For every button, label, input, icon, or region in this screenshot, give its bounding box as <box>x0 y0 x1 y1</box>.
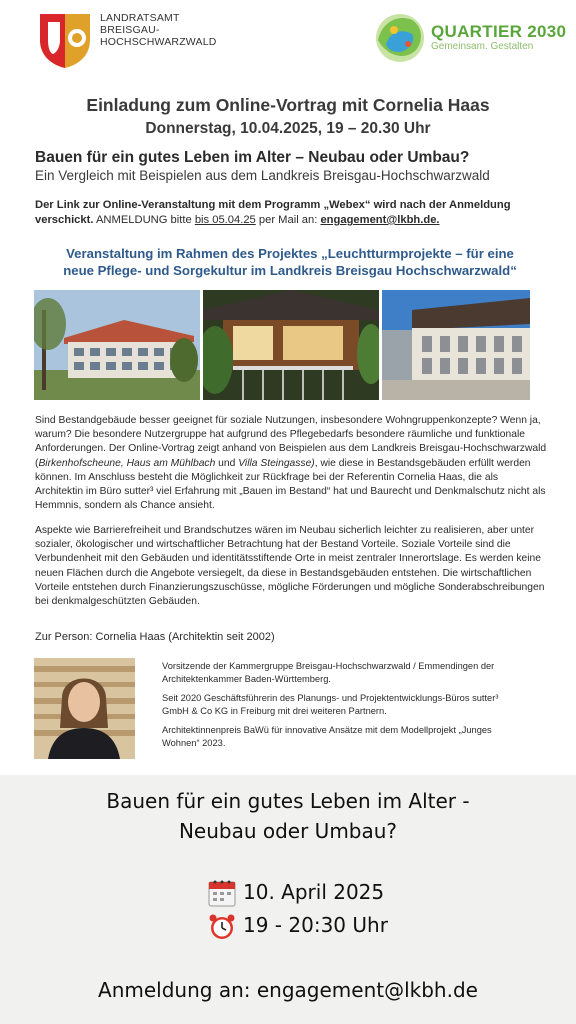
photo-school-building <box>34 290 200 400</box>
registration-info: Der Link zur Online-Veranstaltung mit dem Programm „Webex“ wird nach der Anmeldung verschickt. ANMELDUNG bitte bis 05.04.25 per Mail an: engagement@lkbh.de. <box>35 199 511 226</box>
story-title: Bauen für ein gutes Leben im Alter - Neubau oder Umbau? <box>106 789 470 843</box>
flyer-title: Einladung zum Online-Vortrag mit Cornelia Haas <box>86 95 490 115</box>
advantages-paragraph: Aspekte wie Barrierefreiheit und Brandschutzes wären im Neubau sicherlich leichter zu realisieren, aber unter sozialer, ökologischer und wirtschaftlicher Betrachtung hat der Bestand Vorteile. Soziale Vorteile sind die Verbundenheit mit den Gebäuden und identitätsstiftende Orte in meist zentraler Innerortslage. Es werden keine neuen Flächen durch die Angebote versiegelt, da diese in Bestandsgebäuden entstehen. Die wirtschaftlichen Vorteile entstehen durch Finanzierungszuschüsse, mögliche Förderungen und mögliche Sonderabschreibungen bei denkmalgeschützten Gebäuden. <box>35 525 545 608</box>
landratsamt-logo <box>36 10 94 70</box>
intro-paragraph: Sind Bestandgebäude besser geeignet für soziale Nutzungen, insbesondere Wohngruppenkonzepte? Wenn ja, warum? Die besondere Nutzergruppe hat aufgrund des Pflegebedarfs besondere räumliche und funktionale Anforderungen. Der Online-Vortrag zeigt anhand von Beispielen aus dem Landkreis Breisgau-Hochschwarzwald (Birkenhofscheune, Haus am Mühlbach und Villa Steingasse), wie diese in Bestandsgebäuden erfüllt werden können. Im Anschluss besteht die Möglichkeit zur Rückfrage bei der Referentin Cornelia Haas, die als Architektin im Büro sutter³ viel Erfahrung mit „Bauen im Bestand“ hat und Baurecht und Denkmalschutz nicht als Hemmnis, sondern als Chance ansieht. <box>35 415 547 512</box>
bio-2: Seit 2020 Geschäftsführerin des Planungs- und Projektentwicklungs-Büros sutter³ GmbH & Co KG in Freiburg mit drei weiteren Partnern. <box>162 693 499 716</box>
story-date: 10. April 2025 <box>243 880 385 904</box>
portrait-cornelia-haas <box>34 658 135 759</box>
bio-3: Architektinnenpreis BaWü für innovative Ansätze mit dem Modellprojekt „Junges Wohnen“ 2023. <box>162 725 492 748</box>
photo-wooden-house <box>203 290 379 400</box>
story-registration[interactable]: Anmeldung an: engagement@lkbh.de <box>98 978 478 1002</box>
email-link[interactable]: engagement@lkbh.de. <box>320 214 440 226</box>
flyer-subtitle: Bauen für ein gutes Leben im Alter – Neubau oder Umbau? <box>35 149 470 166</box>
photo-villa <box>382 290 530 400</box>
alarm-clock-icon <box>208 913 236 941</box>
calendar-icon <box>207 878 237 908</box>
project-notice: Veranstaltung im Rahmen des Projektes „Leuchtturmprojekte – für eine neue Pflege- und Sorgekultur im Landkreis Breisgau Hochschwarzwald“ <box>63 246 517 278</box>
quartier-title: QUARTIER 2030 <box>431 22 567 41</box>
flyer-date-line: Donnerstag, 10.04.2025, 19 – 20.30 Uhr <box>145 120 431 137</box>
quartier-subtitle: Gemeinsam. Gestalten <box>431 41 534 52</box>
landratsamt-name: LANDRATSAMT BREISGAU- HOCHSCHWARZWALD <box>100 12 217 48</box>
flyer-subtitle-2: Ein Vergleich mit Beispielen aus dem Landkreis Breisgau-Hochschwarzwald <box>35 168 490 183</box>
quartier-logo <box>372 10 428 66</box>
bio-1: Vorsitzende der Kammergruppe Breisgau-Hochschwarzwald / Emmendingen der Architektenkammer Baden-Württemberg. <box>162 661 495 684</box>
person-heading: Zur Person: Cornelia Haas (Architektin seit 2002) <box>35 631 275 643</box>
story-time: 19 - 20:30 Uhr <box>243 913 388 937</box>
